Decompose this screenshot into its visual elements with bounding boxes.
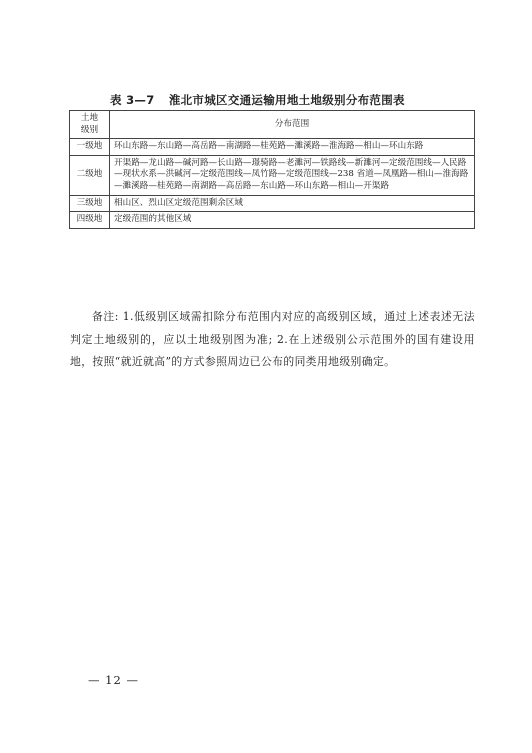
table-header-row <box>70 111 475 139</box>
row-range: 相山区、烈山区定级范围剩余区域 <box>110 195 475 212</box>
table-number: 表 3—7 <box>110 93 155 107</box>
table-row <box>70 195 475 212</box>
header-level <box>70 111 110 139</box>
row-range: 定级范围的其他区域 <box>110 212 475 229</box>
table-row <box>70 212 475 229</box>
table-title-text: 淮北市城区交通运输用地土地级别分布范围表 <box>168 93 405 107</box>
table-row <box>70 155 475 195</box>
header-level-line2: 级别 <box>80 124 99 135</box>
table-row <box>70 139 475 156</box>
land-grade-table <box>69 110 475 229</box>
row-range: 开渠路—龙山路—碱河路—长山路—璟骑路—老濉河—铁路线—新濉河—定级范围线—人民路—现状水系—洪碱河—定级范围线—凤竹路—定级范围线—238 省道—凤凰路—相山—淮海路—濉溪路—桂苑路—南湖路—高岳路—东山路—环山东路—相山—开渠路 <box>110 155 475 195</box>
header-level-line1: 土地 <box>80 113 99 123</box>
table-note: 备注: 1.低级别区域需扣除分布范围内对应的高级别区域，通过上述表述无法判定土地级别的，应以土地级别图为准; 2.在上述级别公示范围外的国有建设用地，按照“就近就高”的方式参照周边已公布的同类用地级别确定。 <box>70 310 475 368</box>
row-level: 一级地 <box>70 139 110 156</box>
row-level: 二级地 <box>70 155 110 195</box>
row-range: 环山东路—东山路—高岳路—南湖路—桂苑路—濉溪路—淮海路—相山—环山东路 <box>110 139 475 156</box>
page-number: — 12 — <box>88 673 139 687</box>
row-level: 三级地 <box>70 195 110 212</box>
table-title <box>110 92 430 108</box>
row-level: 四级地 <box>70 212 110 229</box>
header-range: 分布范围 <box>110 111 475 139</box>
